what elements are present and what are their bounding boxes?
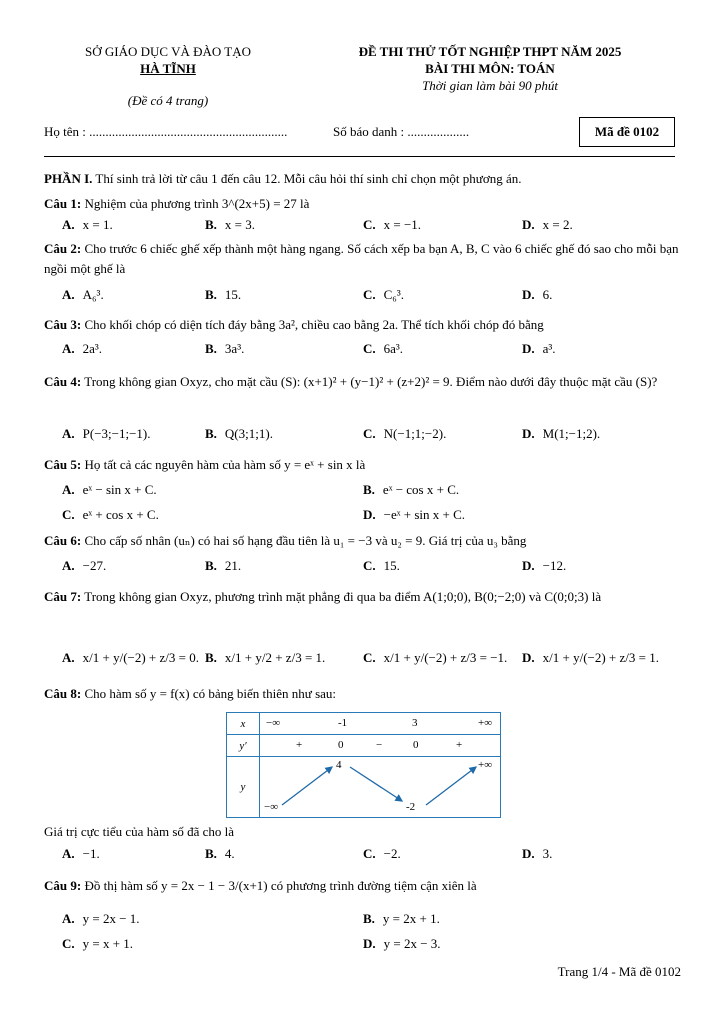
q8-option-c[interactable]: C. −2. [363,846,401,861]
question-7 [44,583,685,610]
exam-subject: BÀI THI MÔN: TOÁN [425,61,555,76]
question-text: Trong không gian Oxyz, phương trình mặt phẳng đi qua ba điểm A(1;0;0), B(0;−2;0) và C(0;0;3) là [84,589,602,604]
vt-y-0: −∞ [264,801,279,814]
q8-option-b[interactable]: B. 4. [205,846,235,861]
q8-option-d[interactable]: D. 3. [522,846,553,861]
exam-duration: Thời gian làm bài 90 phút [422,78,558,93]
q8-option-a[interactable]: A. −1. [62,846,100,861]
department: SỞ GIÁO DỤC VÀ ĐÀO TẠO [85,44,251,59]
q5-option-a[interactable]: A. eˣ − sin x + C. [62,482,157,497]
vt-x-1: -1 [338,717,348,729]
q3-option-d[interactable]: D. a³. [522,341,556,356]
q2-option-c[interactable]: C. C₆³. [363,287,404,302]
question-8-after: Giá trị cực tiểu của hàm số đã cho là [44,824,235,839]
question-label: Câu 7: [44,589,82,604]
question-text: Cho trước 6 chiếc ghế xếp thành một hàng ngang. Số cách xếp ba bạn A, B, C vào 6 chiếc ghế đó sao cho mỗi bạn ngồi một ghế là [44,241,679,276]
vt-x-0: −∞ [266,717,281,729]
q7-option-b[interactable]: B. x/1 + y/2 + z/3 = 1. [205,650,326,665]
question-text: Trong không gian Oxyz, cho mặt cầu (S): (x+1)² + (y−1)² + (z+2)² = 9. Điểm nào dưới đây thuộc mặt cầu (S)? [84,374,658,389]
vt-x-label: x [227,713,260,735]
q9-option-a[interactable]: A. y = 2x − 1. [62,911,140,926]
arrow-down [350,767,402,801]
question-2 [44,239,685,279]
arrow-up-1 [282,767,332,805]
vt-x-3: +∞ [478,717,493,729]
question-text: Cho cấp số nhân (uₙ) có hai số hạng đầu tiên là u₁ = −3 và u₂ = 9. Giá trị của u₃ bằng [84,533,527,548]
question-label: Câu 9: [44,878,82,893]
part-instruction [44,171,521,187]
question-3 [44,315,685,335]
name-field: Họ tên : ............................................................. [44,124,288,139]
variation-table [226,712,501,818]
question-label: Câu 1: [44,196,82,211]
id-field: Số báo danh : ................... [333,124,470,139]
q5-option-b[interactable]: B. eˣ − cos x + C. [363,482,460,497]
vt-y-3: +∞ [478,759,493,772]
province: HÀ TĨNH [140,61,196,76]
question-label: Câu 8: [44,686,82,701]
q1-option-a[interactable]: A. x = 1. [62,217,113,232]
question-label: Câu 6: [44,533,82,548]
exam-title: ĐỀ THI THỬ TỐT NGHIỆP THPT NĂM 2025 [358,44,622,59]
q6-option-c[interactable]: C. 15. [363,558,400,573]
question-label: Câu 5: [44,457,82,472]
vt-dy-4: + [456,739,463,752]
q5-option-c[interactable]: C. eˣ + cos x + C. [62,507,159,522]
q2-option-d[interactable]: D. 6. [522,287,553,302]
q9-option-d[interactable]: D. y = 2x − 3. [363,936,441,951]
question-1 [44,194,685,214]
q9-option-b[interactable]: B. y = 2x + 1. [363,911,440,926]
header-divider [44,156,675,157]
vt-dy-2: − [376,739,383,752]
arrow-up-2 [426,767,476,805]
vt-y-label: y [227,757,260,818]
vt-y-1: 4 [336,759,342,772]
q6-option-b[interactable]: B. 21. [205,558,242,573]
question-label: Câu 3: [44,317,82,332]
q1-option-b[interactable]: B. x = 3. [205,217,256,232]
vt-y-2: -2 [406,801,416,814]
q4-option-b[interactable]: B. Q(3;1;1). [205,426,273,441]
vt-dy-3: 0 [413,739,419,752]
question-6 [44,531,685,551]
q1-option-d[interactable]: D. x = 2. [522,217,573,232]
vt-x-2: 3 [412,717,418,729]
page-footer: Trang 1/4 - Mã đề 0102 [557,964,681,979]
q2-option-a[interactable]: A. A₆³. [62,287,104,302]
question-text: Cho khối chóp có diện tích đáy bằng 3a², chiều cao bằng 2a. Thể tích khối chóp đó bằng [84,317,544,332]
q1-option-c[interactable]: C. x = −1. [363,217,422,232]
question-text: Nghiệm của phương trình 3^(2x+5) = 27 là [84,196,310,211]
question-label: Câu 2: [44,241,82,256]
vt-dy-1: 0 [338,739,344,752]
q2-option-b[interactable]: B. 15. [205,287,242,302]
pages-note: (Đề có 4 trang) [127,93,209,108]
q3-option-a[interactable]: A. 2a³. [62,341,103,356]
question-8 [44,684,685,704]
q4-option-a[interactable]: A. P(−3;−1;−1). [62,426,151,441]
vt-arrows [260,757,502,817]
q5-option-d[interactable]: D. −eˣ + sin x + C. [363,507,466,522]
q6-option-a[interactable]: A. −27. [62,558,107,573]
question-text: Họ tất cả các nguyên hàm của hàm số y = eˣ + sin x là [84,457,366,472]
question-9 [44,876,685,896]
part-label: PHẦN I. [44,171,93,186]
question-text: Đồ thị hàm số y = 2x − 1 − 3/(x+1) có phương trình đường tiệm cận xiên là [84,878,477,893]
question-text: Cho hàm số y = f(x) có bảng biến thiên như sau: [84,686,337,701]
q7-option-d[interactable]: D. x/1 + y/(−2) + z/3 = 1. [522,650,659,665]
exam-code-box: Mã đề 0102 [579,117,675,147]
q4-option-d[interactable]: D. M(1;−1;2). [522,426,601,441]
q9-option-c[interactable]: C. y = x + 1. [62,936,134,951]
part-instruction-text: Thí sinh trả lời từ câu 1 đến câu 12. Mỗi câu hỏi thí sinh chỉ chọn một phương án. [95,171,522,186]
question-4 [44,368,685,395]
q6-option-d[interactable]: D. −12. [522,558,567,573]
vt-dy-label: y′ [227,735,260,757]
q3-option-c[interactable]: C. 6a³. [363,341,404,356]
vt-dy-0: + [296,739,303,752]
q7-option-c[interactable]: C. x/1 + y/(−2) + z/3 = −1. [363,650,508,665]
question-label: Câu 4: [44,374,82,389]
q4-option-c[interactable]: C. N(−1;1;−2). [363,426,447,441]
q3-option-b[interactable]: B. 3a³. [205,341,245,356]
q7-option-a[interactable]: A. x/1 + y/(−2) + z/3 = 0. [62,650,199,665]
question-5 [44,455,685,475]
